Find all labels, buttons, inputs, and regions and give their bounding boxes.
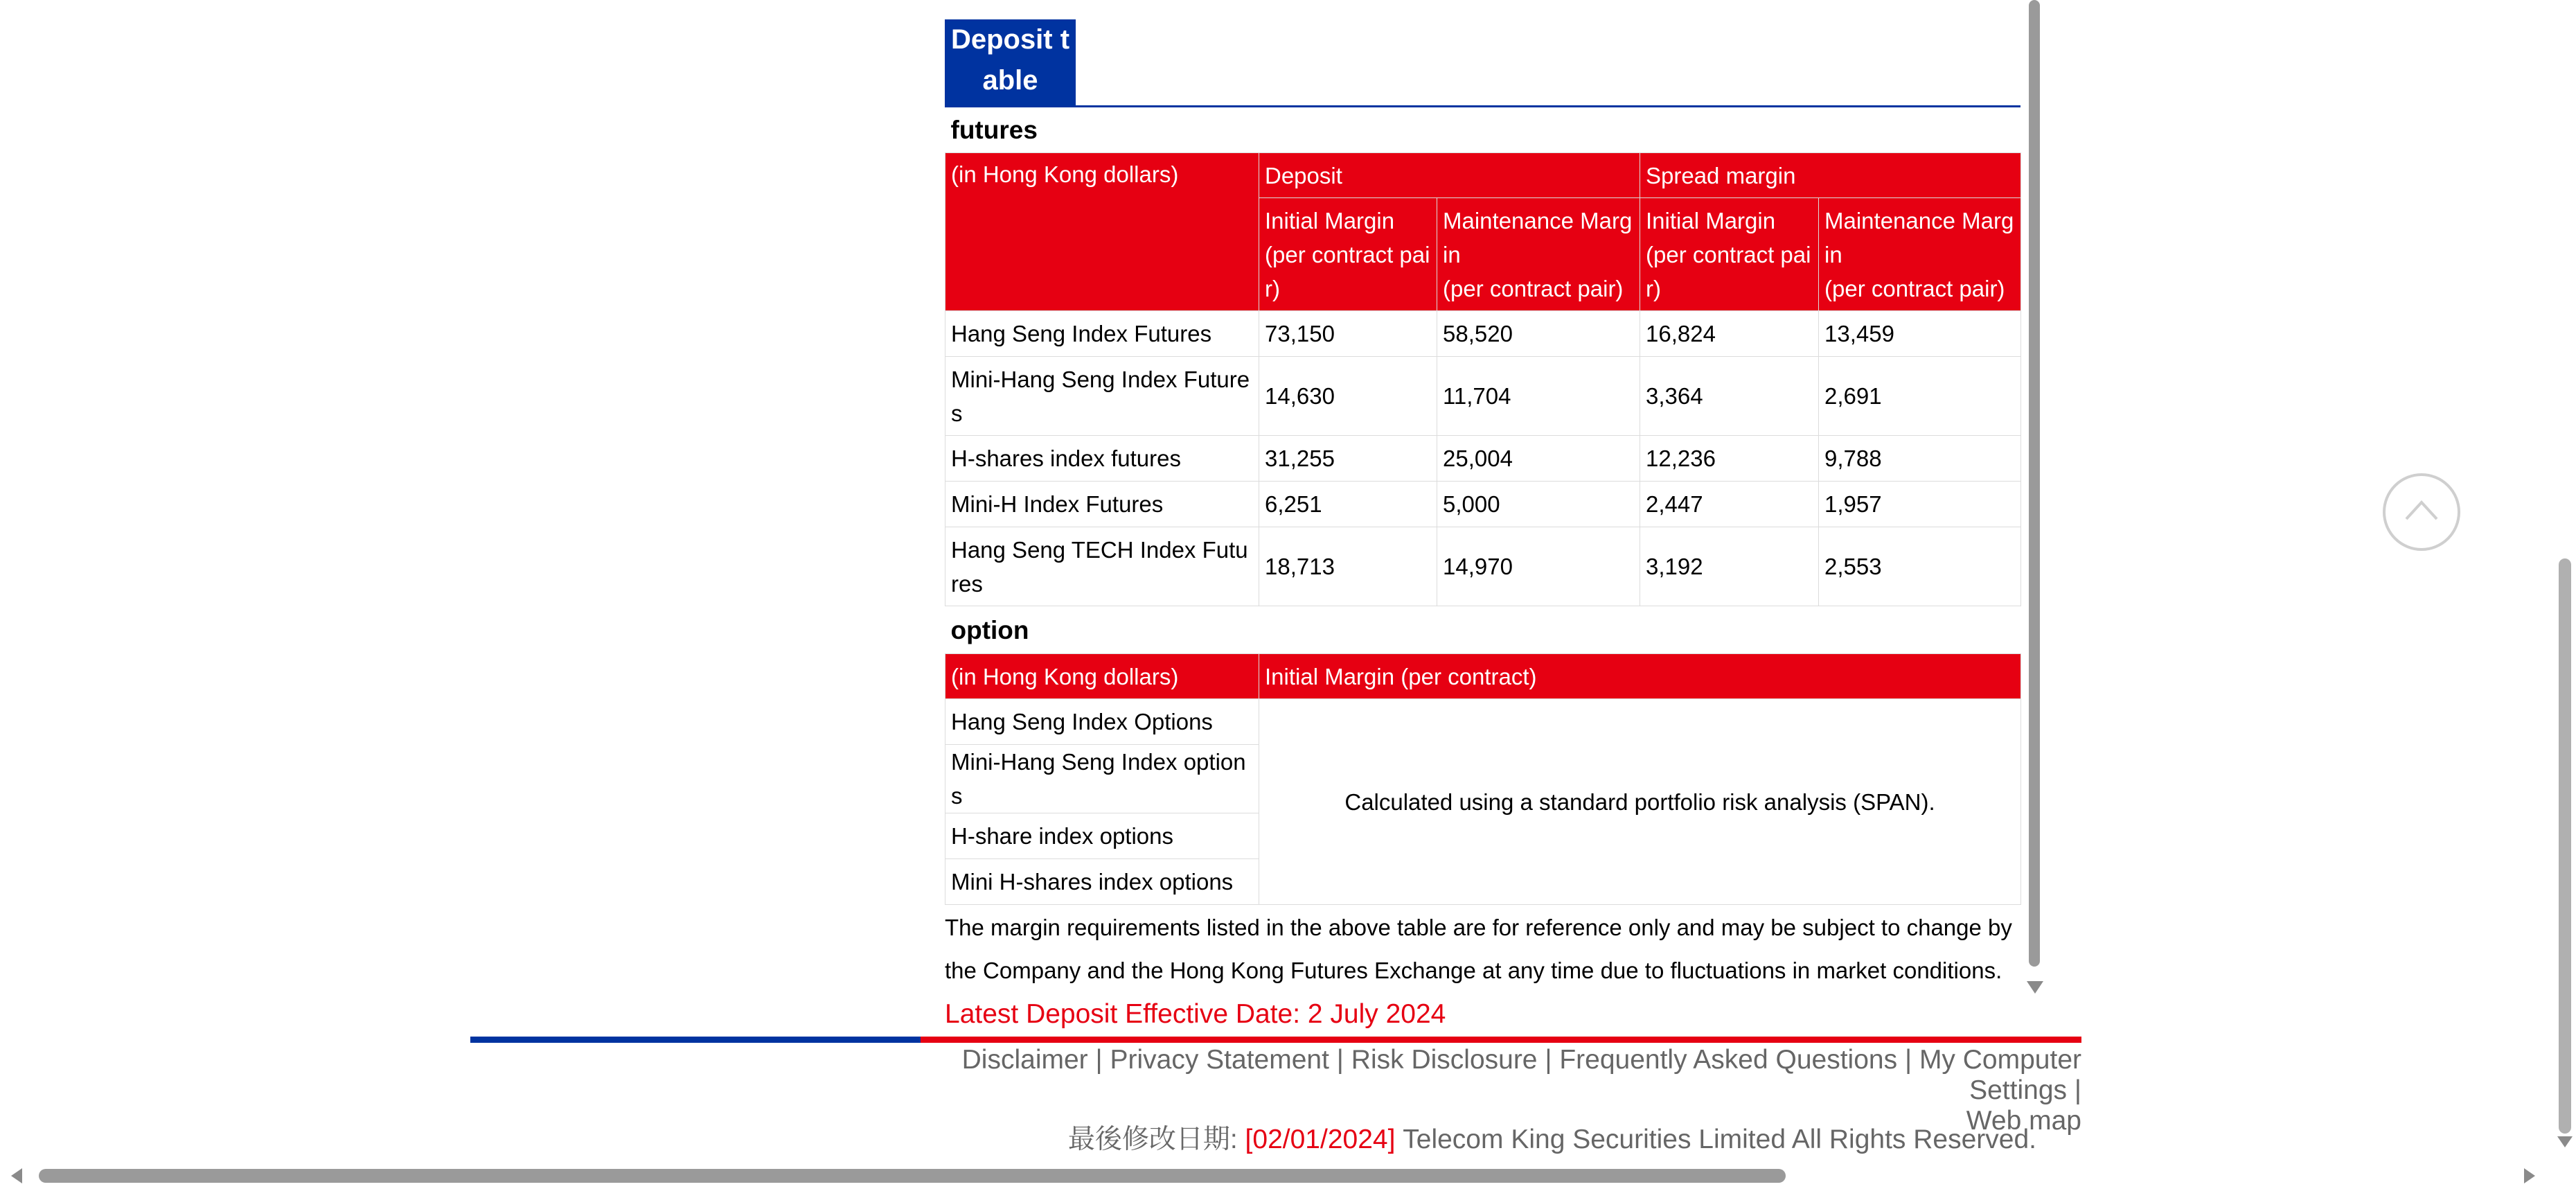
deposit-initial-header: Initial Margin (per contract pair) [1259,198,1437,311]
footer-separator: | [1904,1045,1912,1075]
deposit-content [945,19,2020,1030]
deposit-maintenance-value: 11,704 [1437,357,1640,436]
option-unit-header: (in Hong Kong dollars) [945,654,1259,699]
footer-separator: | [1545,1045,1552,1075]
spread-maintenance-value: 2,691 [1819,357,2021,436]
table-row [945,482,2021,527]
disclaimer-note: The margin requirements listed in the above table are for reference only and may be subject to change by the Company and the Hong Kong Futures Exchange at any time due to fluctuations in market conditions. [945,915,2012,983]
content-scrollbar-thumb[interactable] [2029,0,2040,967]
deposit-maintenance-value: 58,520 [1437,311,1640,357]
spread-maintenance-value: 1,957 [1819,482,2021,527]
spread-maintenance-value: 13,459 [1819,311,2021,357]
spread-maintenance-header: Maintenance Margin (per contract pair) [1819,198,2021,311]
deposit-maintenance-value: 5,000 [1437,482,1640,527]
scroll-down-arrow-icon[interactable] [2027,981,2043,994]
option-initial-header: Initial Margin (per contract) [1259,654,2021,699]
footer-divider [470,1037,2081,1043]
table-row [945,311,2021,357]
page-scroll-down-icon[interactable] [2557,1136,2573,1147]
spread-initial-value: 3,192 [1640,527,1819,606]
horizontal-scrollbar-thumb[interactable] [39,1169,1786,1183]
product-name: Hang Seng TECH Index Futures [945,527,1259,606]
scroll-left-arrow-icon[interactable] [11,1168,22,1183]
effective-date: Latest Deposit Effective Date: 2 July 2024 [945,999,1446,1029]
table-row [945,357,2021,436]
copyright-text: Telecom King Securities Limited All Rights Reserved. [1403,1125,2036,1154]
product-name: Mini-Hang Seng Index options [945,745,1259,813]
product-name: Hang Seng Index Futures [945,311,1259,357]
footer-link-settings[interactable]: My Computer Settings [1919,1045,2081,1105]
tab-deposit-table[interactable]: Deposit table [945,19,1076,105]
modified-date: [02/01/2024] [1245,1125,1396,1154]
product-name: H-share index options [945,813,1259,859]
footer-separator: | [1336,1045,1344,1075]
deposit-initial-value: 6,251 [1259,482,1437,527]
spread-maintenance-value: 9,788 [1819,436,2021,482]
option-section-title: option [950,615,1029,644]
deposit-maintenance-value: 14,970 [1437,527,1640,606]
footer-link-privacy[interactable]: Privacy Statement [1110,1045,1329,1075]
tab-bar [945,19,2020,107]
scroll-right-arrow-icon[interactable] [2524,1168,2535,1183]
footer-separator: | [1095,1045,1103,1075]
table-row [945,527,2021,606]
table-row [945,699,2021,745]
footer-copyright [970,1118,2036,1156]
divider-red [921,1037,2081,1043]
page-scrollbar-thumb[interactable] [2559,558,2571,1134]
spread-initial-value: 12,236 [1640,436,1819,482]
chevron-up-icon [2404,497,2440,522]
footer-link-webmap[interactable]: Web map [1966,1106,2081,1136]
back-to-top-button[interactable] [2383,473,2460,551]
futures-section-title: futures [950,116,1038,144]
spread-initial-header: Initial Margin (per contract pair) [1640,198,1819,311]
product-name: H-shares index futures [945,436,1259,482]
product-name: Mini-Hang Seng Index Futures [945,357,1259,436]
spread-initial-value: 2,447 [1640,482,1819,527]
product-name: Mini-H Index Futures [945,482,1259,527]
spread-margin-header: Spread margin [1640,153,2021,198]
divider-blue [470,1037,921,1043]
modified-label: 最後修改日期: [1067,1125,1238,1154]
spread-initial-value: 16,824 [1640,311,1819,357]
deposit-initial-value: 18,713 [1259,527,1437,606]
futures-unit-header: (in Hong Kong dollars) [945,153,1259,311]
deposit-initial-value: 73,150 [1259,311,1437,357]
deposit-maintenance-header: Maintenance Margin (per contract pair) [1437,198,1640,311]
footer-link-risk[interactable]: Risk Disclosure [1351,1045,1538,1075]
product-name: Mini H-shares index options [945,859,1259,905]
deposit-header: Deposit [1259,153,1640,198]
span-note: Calculated using a standard portfolio risk analysis (SPAN). [1259,699,2021,905]
product-name: Hang Seng Index Options [945,699,1259,745]
deposit-table [945,107,2021,905]
deposit-maintenance-value: 25,004 [1437,436,1640,482]
footer-link-disclaimer[interactable]: Disclaimer [961,1045,1088,1075]
spread-initial-value: 3,364 [1640,357,1819,436]
footer-link-faq[interactable]: Frequently Asked Questions [1559,1045,1898,1075]
footer-separator: | [2074,1075,2081,1105]
table-row [945,436,2021,482]
deposit-initial-value: 31,255 [1259,436,1437,482]
spread-maintenance-value: 2,553 [1819,527,2021,606]
deposit-initial-value: 14,630 [1259,357,1437,436]
